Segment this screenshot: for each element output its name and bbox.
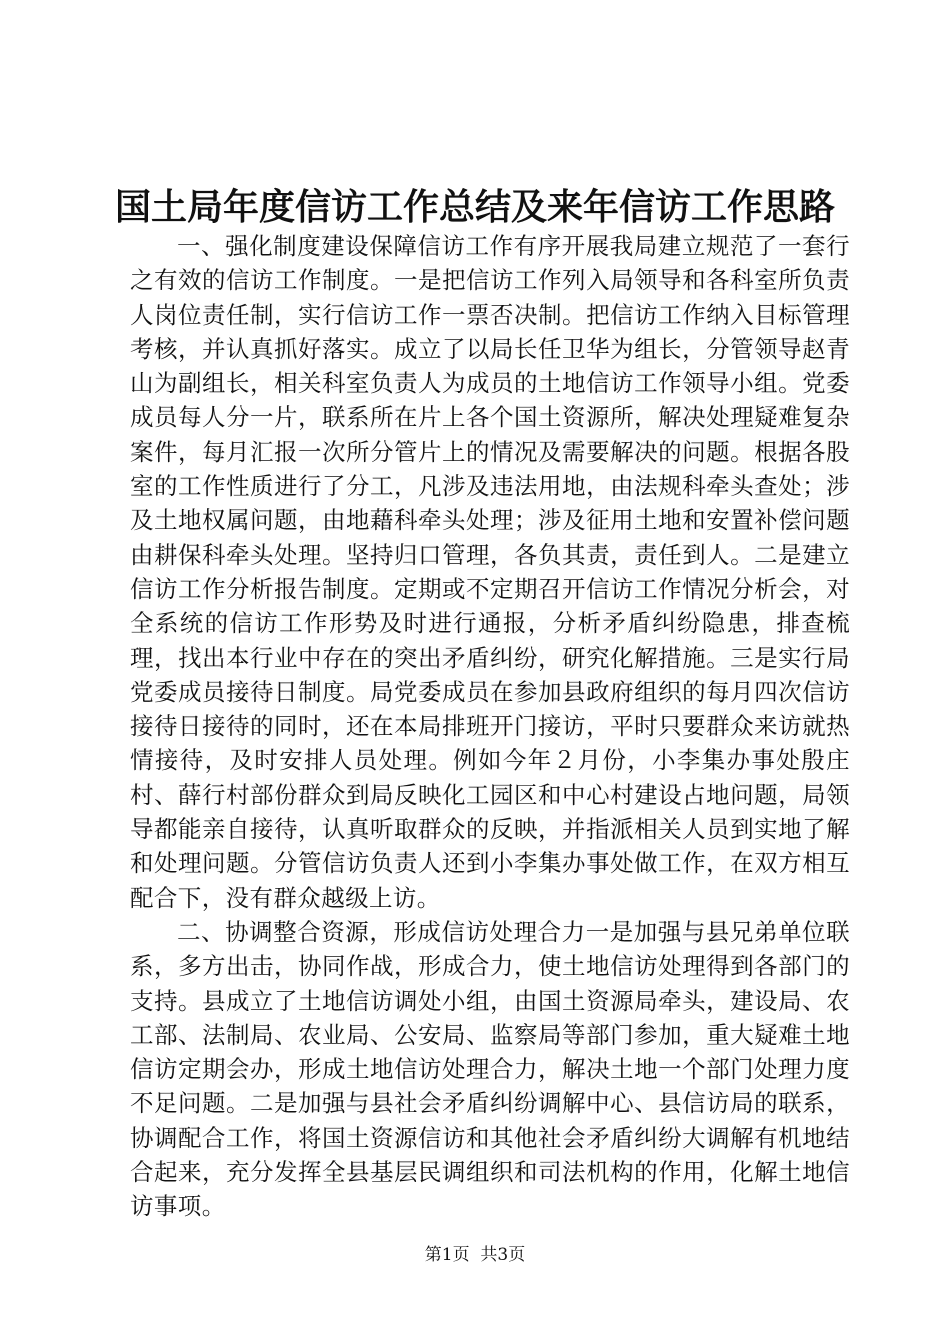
page-footer <box>0 1243 950 1267</box>
page-total: 共3页 <box>480 1245 526 1265</box>
paragraph-2: 二、协调整合资源，形成信访处理合力一是加强与县兄弟单位联系，多方出击，协同作战，形成合力，使土地信访处理得到各部门的支持。县成立了土地信访调处小组，由国土资源局牵头，建设局、农工部、法制局、农业局、公安局、监察局等部门参加，重大疑难土地信访定期会办，形成土地信访处理合力，解决土地一个部门处理力度不足问题。二是加强与县社会矛盾纠纷调解中心、县信访局的联系，协调配合工作，将国土资源信访和其他社会矛盾纠纷大调解有机地结合起来，充分发挥全县基层民调组织和司法机构的作用，化解土地信访事项。 <box>130 917 850 1221</box>
document-body <box>130 229 850 1224</box>
page-number: 第1页 <box>424 1245 470 1265</box>
document-title: 国土局年度信访工作总结及来年信访工作思路 <box>114 186 835 228</box>
paragraph-1: 一、强化制度建设保障信访工作有序开展我局建立规范了一套行之有效的信访工作制度。一是把信访工作列入局领导和各科室所负责人岗位责任制，实行信访工作一票否决制。把信访工作纳入目标管理考核，并认真抓好落实。成立了以局长任卫华为组长，分管领导赵青山为副组长，相关科室负责人为成员的土地信访工作领导小组。党委成员每人分一片，联系所在片上各个国土资源所，解决处理疑难复杂案件，每月汇报一次所分管片上的情况及需要解决的问题。根据各股室的工作性质进行了分工，凡涉及违法用地，由法规科牵头查处；涉及土地权属问题，由地藉科牵头处理；涉及征用土地和安置补偿问题由耕保科牵头处理。坚持归口管理，各负其责，责任到人。二是建立信访工作分析报告制度。定期或不定期召开信访工作情况分析会，对全系统的信访工作形势及时进行通报，分析矛盾纠纷隐患，排查梳理，找出本行业中存在的突出矛盾纠纷，研究化解措施。三是实行局党委成员接待日制度。局党委成员在参加县政府组织的每月四次信访接待日接待的同时，还在本局排班开门接访，平时只要群众来访就热情接待，及时安排人员处理。例如今年２月份，小李集办事处殷庄村、薛行村部份群众到局反映化工园区和中心村建设占地问题，局领导都能亲自接待，认真听取群众的反映，并指派相关人员到实地了解和处理问题。分管信访负责人还到小李集办事处做工作，在双方相互配合下，没有群众越级上访。 <box>130 232 850 912</box>
